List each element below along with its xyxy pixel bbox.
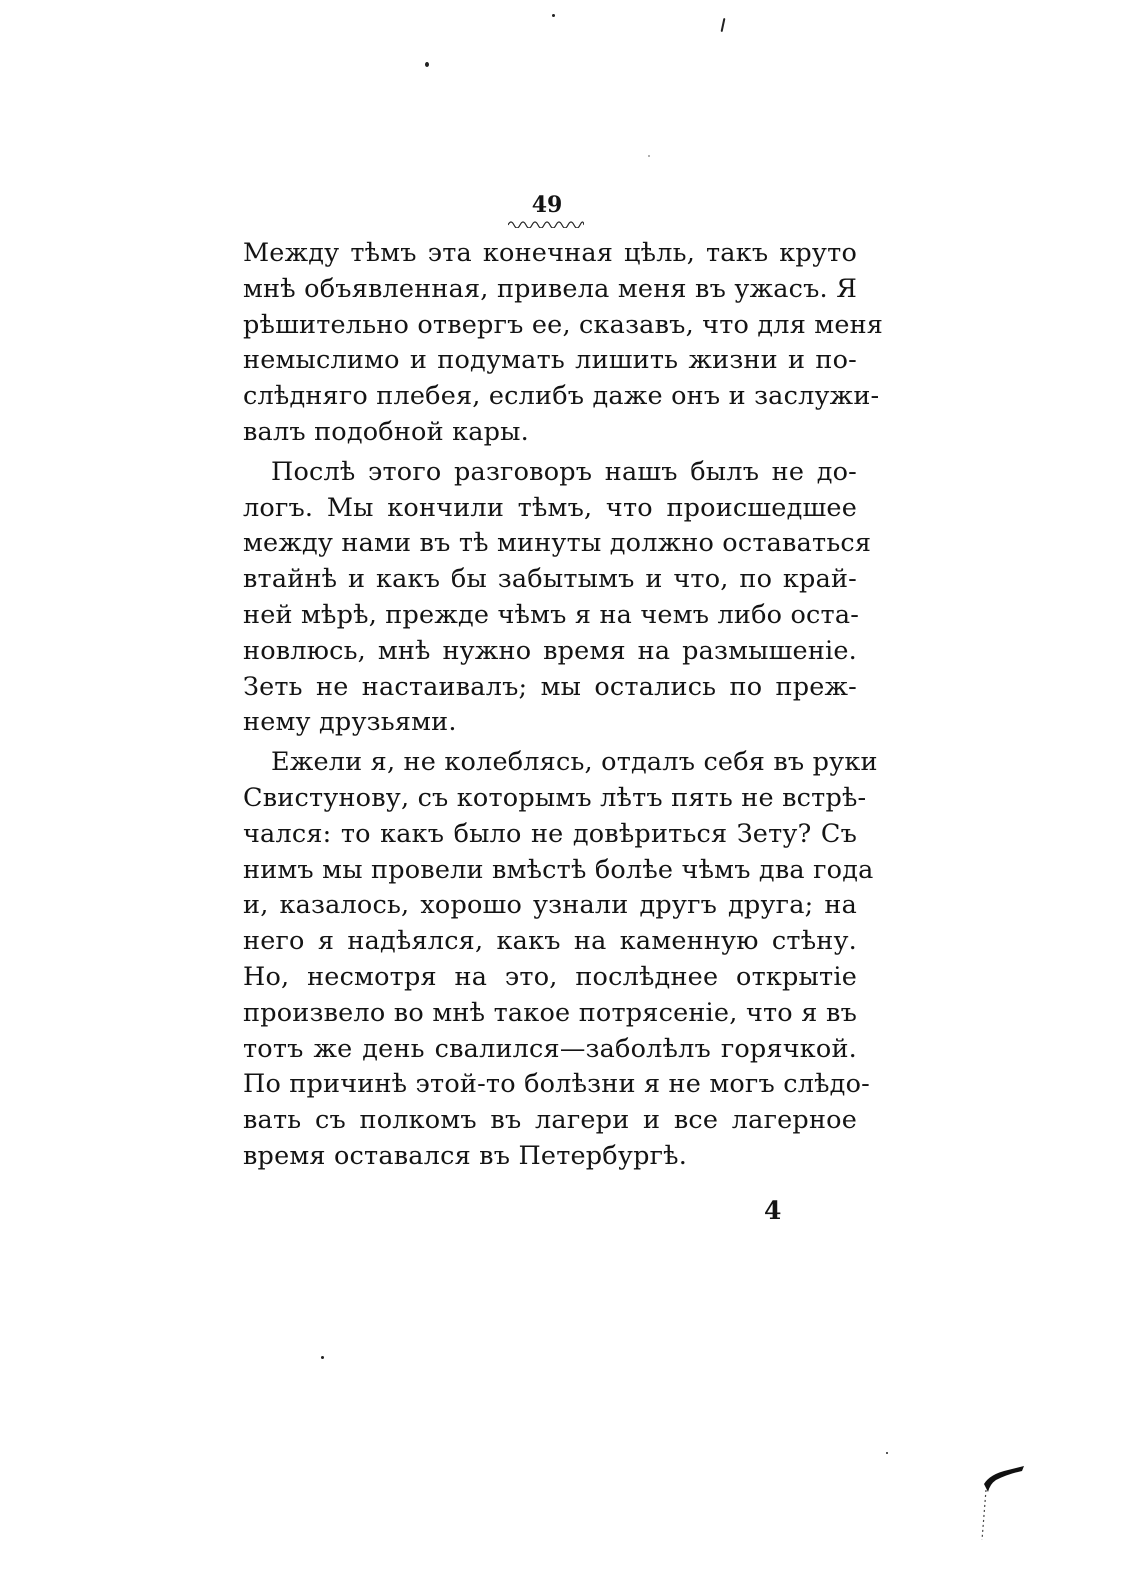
text-line: втайнѣ и какъ бы забытымъ и что, по край- (243, 564, 857, 595)
text-line: него я надѣялся, какъ на каменную стѣну. (243, 926, 857, 957)
page-number: 49 (531, 192, 563, 218)
text-line: логъ. Мы кончили тѣмъ, что происшедшее (243, 492, 857, 523)
paragraph-3 (243, 745, 878, 1175)
print-speck (721, 18, 726, 32)
text-line: ней мѣрѣ, прежде чѣмъ я на чемъ либо оста- (243, 599, 860, 630)
text-line: нимъ мы провели вмѣстѣ болѣе чѣмъ два года (243, 854, 874, 885)
text-line: Послѣ этого разговоръ нашъ былъ не до- (271, 456, 857, 487)
wavy-rule-ornament (508, 218, 584, 228)
text-line: По причинѣ этой-то болѣзни я не могъ слѣдо- (243, 1069, 870, 1100)
text-line: Зеть не настаивалъ; мы остались по преж- (243, 671, 857, 702)
text-line: рѣшительно отвергъ ее, сказавъ, что для меня (243, 309, 884, 340)
body-text (243, 236, 884, 1175)
text-line: Свистунову, съ которымъ лѣтъ пять не встрѣ- (243, 782, 867, 813)
print-speck (648, 155, 650, 157)
text-line: произвело во мнѣ такое потрясеніе, что я въ (243, 997, 857, 1028)
paragraph-1 (243, 236, 884, 451)
text-line: Но, несмотря на это, послѣднее открытіе (243, 961, 857, 992)
text-line: Между тѣмъ эта конечная цѣль, такъ круто (243, 238, 857, 268)
ink-blot-mark (968, 1462, 1038, 1542)
text-line: между нами въ тѣ минуты должно оставаться (243, 528, 872, 559)
text-line: тотъ же день свалился—заболѣлъ горячкой. (243, 1033, 857, 1064)
print-speck (321, 1356, 324, 1359)
text-line: нему друзьями. (243, 707, 457, 738)
text-line: новлюсь, мнѣ нужно время на размышеніе. (243, 635, 857, 666)
text-line: время оставался въ Петербургѣ. (243, 1140, 688, 1171)
text-line: мнѣ объявленная, привела меня въ ужасъ. Я (243, 273, 857, 304)
text-line: Ежели я, не колеблясь, отдалъ себя въ руки (271, 747, 878, 778)
print-speck (886, 1452, 888, 1454)
text-line: и, казалось, хорошо узнали другъ друга; на (243, 890, 857, 921)
paragraph-2 (243, 455, 872, 741)
print-speck (425, 62, 429, 67)
text-line: вать съ полкомъ въ лагери и все лагерное (243, 1105, 857, 1136)
text-line: валъ подобной кары. (243, 416, 529, 447)
text-line: немыслимо и подумать лишить жизни и по- (243, 345, 857, 376)
signature-mark: 4 (764, 1196, 782, 1225)
text-line: чался: то какъ было не довѣриться Зету? Съ (243, 818, 857, 849)
text-line: слѣдняго плебея, еслибъ даже онъ и заслужи- (243, 381, 880, 412)
print-speck (552, 14, 555, 17)
